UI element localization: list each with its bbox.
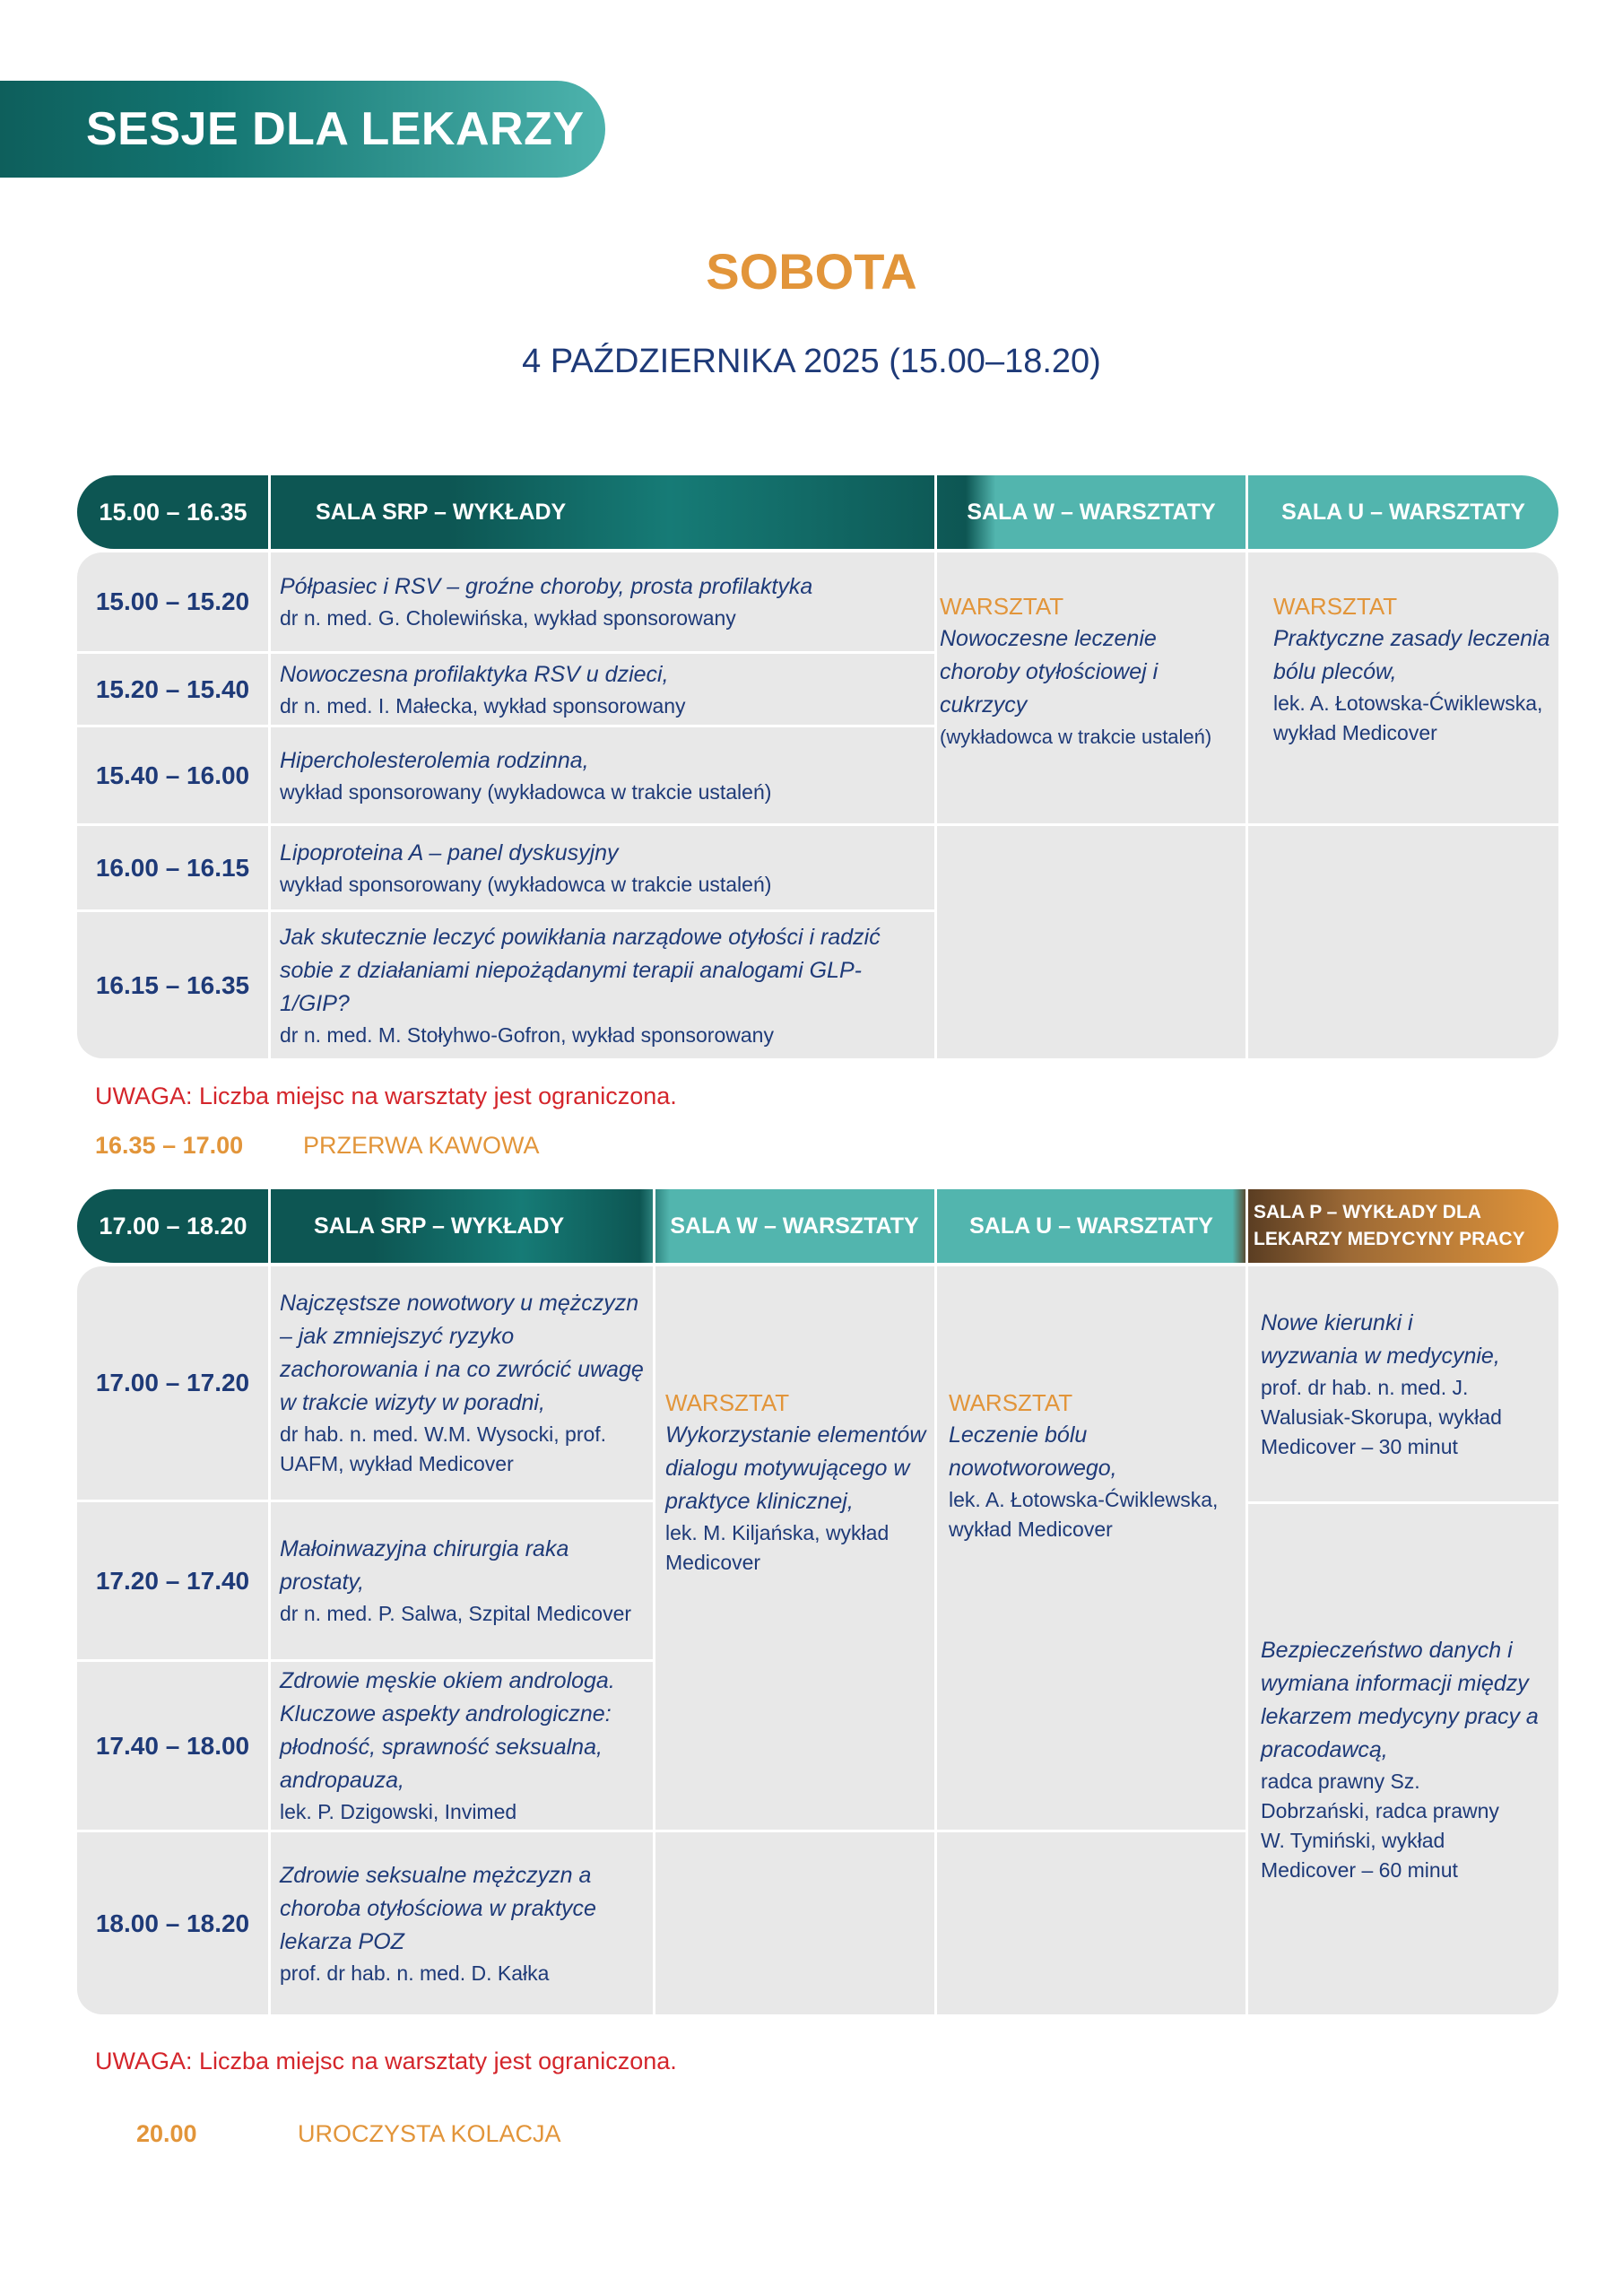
dinner-label: UROCZYSTA KOLACJA [298, 2120, 561, 2147]
lecture-speaker: dr n. med. I. Małecka, wykład sponsorowany [280, 693, 686, 718]
slot-time: 15.20 – 15.40 [95, 674, 250, 703]
workshop-w [665, 1387, 931, 1578]
lecture-title: Nowe kierunki i wyzwania w medycynie, [1261, 1309, 1500, 1369]
schedule-block-afternoon [77, 475, 1558, 1058]
lecture-title: Nowoczesna profilaktyka RSV u dzieci, [280, 661, 669, 687]
hall-header-srp: SALA SRP – WYKŁADY [314, 1213, 565, 1239]
slot-time: 16.15 – 16.35 [95, 970, 250, 999]
lecture-title: Najczęstsze nowotwory u mężczyzn – jak zmniejszyć ryzyko zachorowania i na co zwrócić uwagę w trakcie wizyty w poradni, [280, 1291, 644, 1415]
slot-time: 15.40 – 16.00 [95, 761, 250, 789]
lecture-title: Zdrowie męskie okiem androloga. Kluczowe aspekty andrologiczne: płodność, sprawność seksualna, andropauza, [280, 1668, 615, 1793]
slot-time: 17.20 – 17.40 [95, 1566, 250, 1595]
lecture-item [271, 1266, 653, 1500]
lecture-item [271, 1662, 653, 1830]
lecture-speaker: radca prawny Sz. Dobrzański, radca prawny W. Tymiński, wykład Medicover – 60 minut [1261, 1769, 1499, 1882]
workshop-title: Nowoczesne leczenie choroby otyłościowej i cukrzycy [940, 626, 1159, 718]
slot-time: 18.00 – 18.20 [95, 1909, 250, 1937]
workshop-capacity-note: UWAGA: Liczba miejsc na warsztaty jest ograniczona. [95, 2048, 677, 2074]
lecture-speaker: dr hab. n. med. W.M. Wysocki, prof. UAFM, wykład Medicover [280, 1422, 607, 1475]
lecture-item [271, 1832, 653, 2014]
slot-time: 17.40 – 18.00 [95, 1731, 250, 1760]
hall-header-p: SALA P – WYKŁADY DLA LEKARZY MEDYCYNY PRACY [1254, 1202, 1525, 1249]
lecture-title: Bezpieczeństwo danych i wymiana informacji między lekarzem medycyny pracy a pracodawcą, [1261, 1637, 1539, 1762]
workshop-u [1273, 590, 1557, 748]
workshop-w [940, 590, 1245, 752]
workshop-u [949, 1387, 1241, 1544]
lecture-title: Lipoproteina A – panel dyskusyjny [280, 839, 619, 865]
lecture-item [271, 912, 898, 1058]
lecture-title: Zdrowie seksualne mężczyzn a choroba otyłościowa w praktyce lekarza POZ [280, 1862, 596, 1954]
lecture-speaker: wykład sponsorowany (wykładowca w trakcie ustaleń) [280, 872, 772, 896]
workshop-speaker: lek. M. Kiljańska, wykład Medicover [665, 1521, 890, 1574]
hall-p-lecture [1248, 1266, 1558, 1501]
lecture-speaker: dr n. med. M. Stołyhwo-Gofron, wykład sponsorowany [280, 1022, 774, 1047]
hall-header-w: SALA W – WARSZTATY [670, 1213, 919, 1239]
dinner-time: 20.00 [136, 2120, 197, 2147]
hall-header-u: SALA U – WARSZTATY [969, 1213, 1213, 1239]
lecture-title: Małoinwazyjna chirurgia raka prostaty, [280, 1536, 569, 1595]
workshop-label: WARSZTAT [1273, 593, 1398, 620]
workshop-title: Praktyczne zasady leczenia bólu pleców, [1273, 626, 1550, 684]
break-time: 16.35 – 17.00 [95, 1132, 244, 1159]
workshop-label: WARSZTAT [665, 1389, 790, 1416]
schedule-block-evening [77, 1189, 1558, 2014]
section-banner: SESJE DLA LEKARZY [0, 81, 605, 178]
workshop-label: WARSZTAT [940, 593, 1064, 620]
lecture-speaker: wykład sponsorowany (wykładowca w trakcie ustaleń) [280, 779, 772, 804]
workshop-speaker: lek. A. Łotowska-Ćwiklewska, wykład Medicover [949, 1488, 1219, 1541]
lecture-speaker: dr n. med. G. Cholewińska, wykład sponsorowany [280, 606, 736, 630]
workshop-label: WARSZTAT [949, 1389, 1073, 1416]
lecture-item [271, 1502, 653, 1659]
lecture-item [271, 552, 934, 651]
workshop-speaker: lek. A. Łotowska-Ćwiklewska, wykład Medicover [1273, 691, 1543, 744]
break-label: PRZERWA KAWOWA [303, 1132, 540, 1159]
lecture-title: Półpasiec i RSV – groźne choroby, prosta profilaktyka [280, 574, 813, 599]
date-subtitle: 4 PAŹDZIERNIKA 2025 (15.00–18.20) [522, 343, 1101, 380]
day-title: SOBOTA [706, 243, 917, 300]
lecture-title: Jak skutecznie leczyć powikłania narządowe otyłości i radzić sobie z działaniami niepożądanymi terapii analogami GLP-1/GIP? [280, 924, 881, 1016]
hall-header-w: SALA W – WARSZTATY [967, 499, 1216, 525]
hall-header-u: SALA U – WARSZTATY [1281, 499, 1525, 525]
workshop-speaker: (wykładowca w trakcie ustaleń) [940, 726, 1212, 748]
workshop-title: Wykorzystanie elementów dialogu motywującego w praktyce klinicznej, [665, 1422, 926, 1514]
hall-p-lecture [1248, 1504, 1558, 2014]
block-time: 15.00 – 16.35 [99, 498, 247, 526]
lecture-item [271, 727, 934, 823]
slot-time: 17.00 – 17.20 [95, 1369, 250, 1396]
lecture-title: Hipercholesterolemia rodzinna, [280, 747, 589, 773]
lecture-item [271, 654, 934, 725]
slot-time: 15.00 – 15.20 [95, 587, 250, 615]
lecture-speaker: prof. dr hab. n. med. J. Walusiak-Skorupa, wykład Medicover – 30 minut [1261, 1375, 1502, 1458]
lecture-speaker: prof. dr hab. n. med. D. Kałka [280, 1961, 550, 1985]
slot-time: 16.00 – 16.15 [95, 853, 250, 882]
lecture-item [271, 826, 934, 909]
workshop-capacity-note: UWAGA: Liczba miejsc na warsztaty jest ograniczona. [95, 1083, 677, 1109]
lecture-speaker: lek. P. Dzigowski, Invimed [280, 1800, 517, 1823]
lecture-speaker: dr n. med. P. Salwa, Szpital Medicover [280, 1602, 632, 1625]
workshop-title: Leczenie bólu nowotworowego, [949, 1422, 1117, 1481]
block-time: 17.00 – 18.20 [99, 1212, 247, 1239]
hall-header-srp: SALA SRP – WYKŁADY [316, 499, 567, 525]
